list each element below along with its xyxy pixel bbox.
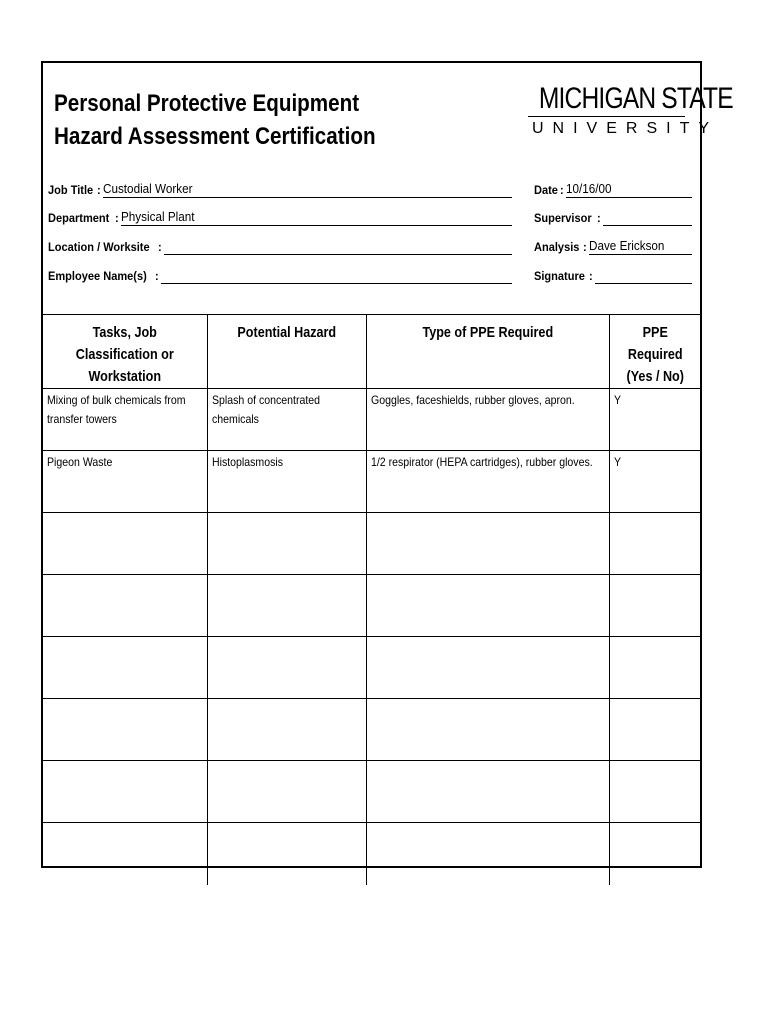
employee-names-label: Employee Name(s) — [48, 269, 147, 283]
cell-task[interactable] — [43, 575, 207, 637]
table-row — [43, 575, 700, 637]
cell-ppe-type[interactable] — [366, 575, 609, 637]
cell-hazard[interactable]: Splash of concentrated chemicals — [207, 389, 366, 451]
label-colon: : — [596, 211, 601, 225]
ppe-assessment-form — [41, 61, 733, 868]
label-colon: : — [97, 183, 101, 197]
job-title-field[interactable] — [48, 181, 512, 198]
date-field[interactable] — [534, 181, 692, 198]
table-header-row — [43, 315, 700, 389]
signature-label: Signature — [534, 269, 585, 283]
msu-logo — [524, 82, 733, 139]
cell-task[interactable] — [43, 761, 207, 823]
location-field[interactable] — [48, 238, 512, 255]
cell-ppe-required[interactable]: Y — [609, 389, 700, 451]
signature-line[interactable] — [595, 268, 692, 284]
cell-ppe-required[interactable] — [609, 823, 700, 885]
label-colon: : — [560, 183, 564, 197]
cell-ppe-type[interactable] — [366, 637, 609, 699]
cell-ppe-type[interactable]: Goggles, faceshields, rubber gloves, apron. — [366, 389, 609, 451]
column-header-ppe-type: Type of PPE Required — [366, 315, 609, 389]
analysis-field[interactable] — [534, 238, 692, 255]
location-line[interactable] — [164, 239, 512, 255]
cell-task[interactable] — [43, 637, 207, 699]
analysis-line[interactable] — [589, 239, 692, 255]
cell-ppe-required[interactable]: Y — [609, 451, 700, 513]
table-row — [43, 637, 700, 699]
label-colon: : — [114, 211, 119, 225]
logo-text-michigan-state: MICHIGAN STATE — [538, 82, 733, 115]
job-title-value: Custodial Worker — [103, 181, 193, 196]
date-value: 10/16/00 — [566, 181, 612, 196]
table-row — [43, 761, 700, 823]
signature-field[interactable] — [534, 267, 692, 284]
column-header-hazard: Potential Hazard — [207, 315, 366, 389]
analysis-label: Analysis — [534, 240, 580, 254]
supervisor-line[interactable] — [603, 210, 692, 226]
supervisor-label: Supervisor — [534, 211, 592, 225]
table-row — [43, 451, 700, 513]
cell-hazard[interactable]: Histoplasmosis — [207, 451, 366, 513]
cell-ppe-type[interactable] — [366, 513, 609, 575]
cell-task[interactable]: Mixing of bulk chemicals from transfer towers — [43, 389, 207, 451]
cell-ppe-required[interactable] — [609, 761, 700, 823]
employee-names-line[interactable] — [161, 268, 512, 284]
cell-ppe-required[interactable] — [609, 513, 700, 575]
department-value: Physical Plant — [120, 209, 195, 224]
date-label: Date — [534, 183, 558, 197]
column-header-tasks: Tasks, Job Classification or Workstation — [43, 315, 207, 389]
table-row — [43, 823, 700, 885]
supervisor-field[interactable] — [534, 209, 692, 226]
logo-text-university: UNIVERSITY — [532, 120, 719, 137]
cell-hazard[interactable] — [207, 637, 366, 699]
title-line-2: Hazard Assessment Certification — [54, 123, 376, 150]
cell-hazard[interactable] — [207, 761, 366, 823]
job-title-label: Job Title — [48, 183, 94, 197]
cell-ppe-type[interactable] — [366, 699, 609, 761]
cell-hazard[interactable] — [207, 823, 366, 885]
job-title-line[interactable] — [103, 182, 512, 198]
table-row — [43, 389, 700, 451]
department-field[interactable] — [48, 209, 512, 226]
cell-task[interactable] — [43, 513, 207, 575]
cell-ppe-required[interactable] — [609, 575, 700, 637]
page-title — [54, 87, 376, 153]
analysis-value: Dave Erickson — [589, 238, 665, 253]
cell-ppe-required[interactable] — [609, 637, 700, 699]
employee-names-field[interactable] — [48, 267, 512, 284]
title-line-1: Personal Protective Equipment — [54, 90, 360, 117]
department-line[interactable] — [121, 210, 512, 226]
date-line[interactable] — [566, 182, 692, 198]
logo-divider — [528, 116, 685, 117]
cell-task[interactable] — [43, 823, 207, 885]
cell-hazard[interactable] — [207, 513, 366, 575]
location-label: Location / Worksite — [48, 240, 150, 254]
label-colon: : — [583, 240, 588, 254]
cell-hazard[interactable] — [207, 699, 366, 761]
department-label: Department — [48, 211, 110, 225]
cell-hazard[interactable] — [207, 575, 366, 637]
cell-task[interactable] — [43, 699, 207, 761]
cell-ppe-type[interactable] — [366, 823, 609, 885]
cell-ppe-type[interactable] — [366, 761, 609, 823]
label-colon: : — [155, 269, 160, 283]
label-colon: : — [589, 269, 594, 283]
cell-ppe-required[interactable] — [609, 699, 700, 761]
table-row — [43, 513, 700, 575]
table-row — [43, 699, 700, 761]
cell-task[interactable]: Pigeon Waste — [43, 451, 207, 513]
column-header-ppe-required: PPE Required (Yes / No) — [609, 315, 700, 389]
label-colon: : — [158, 240, 163, 254]
hazard-table — [43, 314, 700, 885]
cell-ppe-type[interactable]: 1/2 respirator (HEPA cartridges), rubber gloves. — [366, 451, 609, 513]
